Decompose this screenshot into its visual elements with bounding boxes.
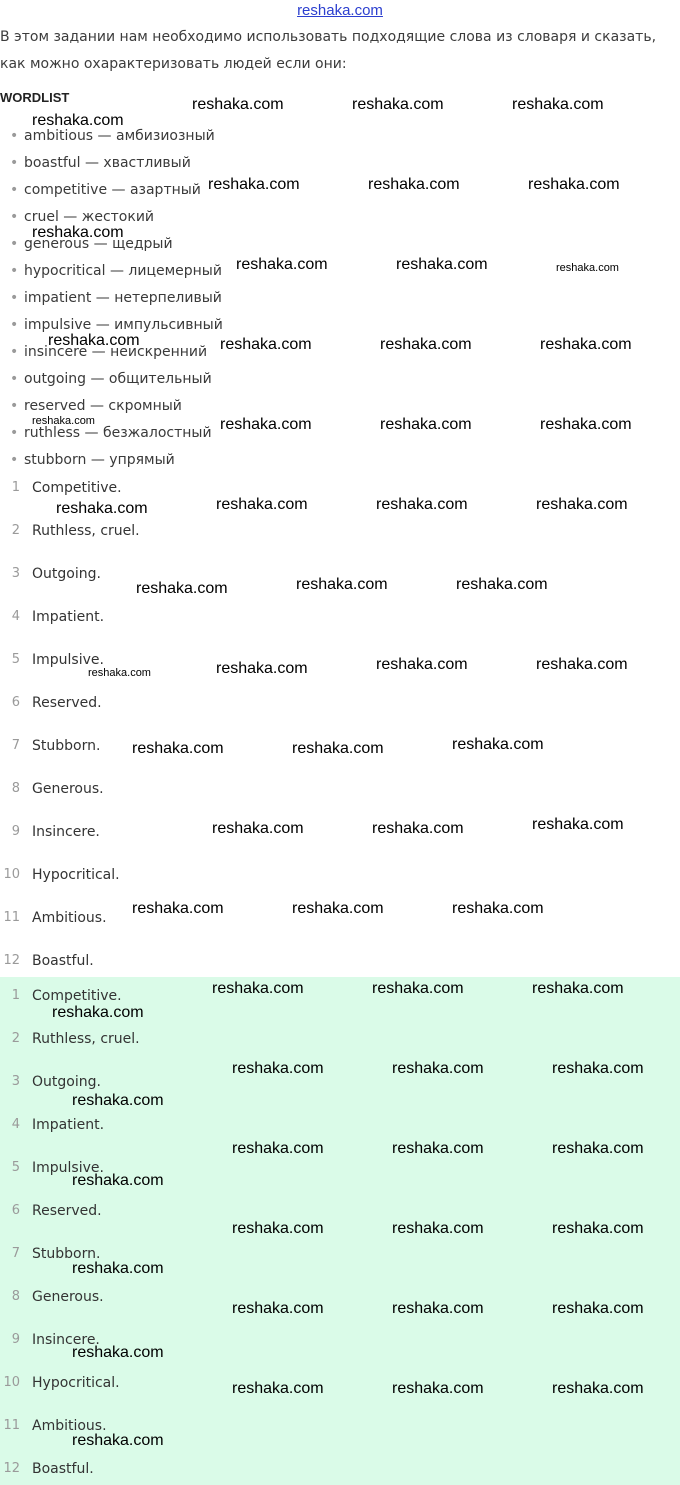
bullet-icon: • [10, 425, 19, 441]
watermark-text: reshaka.com [136, 580, 228, 597]
watermark-text: reshaka.com [208, 176, 300, 193]
watermark-text: reshaka.com [552, 1300, 644, 1317]
watermark-text: reshaka.com [536, 496, 628, 513]
watermark-text: reshaka.com [72, 1432, 164, 1449]
answer-text: Outgoing. [32, 566, 101, 582]
watermark-text: reshaka.com [392, 1060, 484, 1077]
answer-number: 10 [3, 867, 20, 882]
wordlist-item-text: reserved — скромный [24, 398, 182, 414]
answer-text: Generous. [32, 1289, 104, 1305]
answer-text: Generous. [32, 781, 104, 797]
wordlist-item-text: stubborn — упрямый [24, 452, 175, 468]
bullet-icon: • [10, 263, 19, 279]
watermark-text: reshaka.com [292, 900, 384, 917]
answer-number: 10 [3, 1375, 20, 1390]
answer-number: 2 [11, 1031, 20, 1046]
wordlist-item [0, 447, 300, 474]
wordlist-item-text: outgoing — общительный [24, 371, 212, 387]
watermark-text: reshaka.com [48, 332, 140, 349]
answer-number: 5 [11, 1160, 20, 1175]
wordlist-item-text: impulsive — импульсивный [24, 317, 223, 333]
watermark-text: reshaka.com [392, 1220, 484, 1237]
watermark-text: reshaka.com [392, 1140, 484, 1157]
answer-number: 8 [11, 781, 20, 796]
answer-number: 5 [11, 652, 20, 667]
watermark-text: reshaka.com [392, 1300, 484, 1317]
site-link[interactable]: reshaka.com [297, 2, 383, 19]
wordlist-item-text: insincere — неискренний [24, 344, 208, 360]
watermark-text: reshaka.com [528, 176, 620, 193]
answer-number: 9 [11, 824, 20, 839]
bullet-icon: • [10, 452, 19, 468]
answer-text: Stubborn. [32, 738, 101, 754]
answer-number: 4 [11, 1117, 20, 1132]
bullet-icon: • [10, 182, 19, 198]
bullet-icon: • [10, 128, 19, 144]
bullet-icon: • [10, 344, 19, 360]
wordlist-item-text: competitive — азартный [24, 182, 201, 198]
bullet-icon: • [10, 290, 19, 306]
answer-text: Hypocritical. [32, 867, 120, 883]
bullet-icon: • [10, 317, 19, 333]
watermark-text: reshaka.com [72, 1172, 164, 1189]
watermark-text: reshaka.com [380, 416, 472, 433]
watermark-text: reshaka.com [512, 96, 604, 113]
answer-text: Reserved. [32, 1203, 102, 1219]
answer-number: 7 [11, 738, 20, 753]
watermark-text: reshaka.com [212, 820, 304, 837]
watermark-text: reshaka.com [376, 656, 468, 673]
watermark-text: reshaka.com [296, 576, 388, 593]
wordlist-item-text: impatient — нетерпеливый [24, 290, 222, 306]
watermark-text: reshaka.com [540, 416, 632, 433]
watermark-text: reshaka.com [232, 1300, 324, 1317]
watermark-text: reshaka.com [32, 415, 95, 427]
watermark-text: reshaka.com [232, 1220, 324, 1237]
watermark-text: reshaka.com [392, 1380, 484, 1397]
answer-text: Impatient. [32, 609, 105, 625]
watermark-text: reshaka.com [452, 900, 544, 917]
answer-number: 1 [11, 480, 20, 495]
answer-text: Insincere. [32, 1332, 100, 1348]
answer-text: Competitive. [32, 480, 122, 496]
watermark-text: reshaka.com [552, 1380, 644, 1397]
watermark-text: reshaka.com [372, 820, 464, 837]
watermark-text: reshaka.com [232, 1380, 324, 1397]
answer-text: Impulsive. [32, 652, 104, 668]
answer-text: Ambitious. [32, 910, 107, 926]
bullet-icon: • [10, 371, 19, 387]
watermark-text: reshaka.com [456, 576, 548, 593]
watermark-text: reshaka.com [532, 816, 624, 833]
wordlist-item-text: cruel — жестокий [24, 209, 155, 225]
watermark-text: reshaka.com [556, 262, 619, 274]
answer-number: 3 [11, 1074, 20, 1089]
watermark-text: reshaka.com [72, 1092, 164, 1109]
watermark-text: reshaka.com [376, 496, 468, 513]
answer-text: Impulsive. [32, 1160, 104, 1176]
answer-number: 3 [11, 566, 20, 581]
wordlist-item-text: generous — щедрый [24, 236, 173, 252]
watermark-text: reshaka.com [540, 336, 632, 353]
answer-text: Ruthless, cruel. [32, 1031, 140, 1047]
answer-number: 6 [11, 695, 20, 710]
answer-text: Outgoing. [32, 1074, 101, 1090]
answer-number: 11 [3, 910, 20, 925]
watermark-text: reshaka.com [536, 656, 628, 673]
wordlist-item-text: ruthless — безжалостный [24, 425, 212, 441]
watermark-text: reshaka.com [88, 667, 151, 679]
watermark-text: reshaka.com [292, 740, 384, 757]
watermark-text: reshaka.com [192, 96, 284, 113]
watermark-text: reshaka.com [552, 1060, 644, 1077]
watermark-text: reshaka.com [232, 1060, 324, 1077]
wordlist-item-text: hypocritical — лицемерный [24, 263, 222, 279]
watermark-text: reshaka.com [368, 176, 460, 193]
task-intro: В этом задании нам необходимо использовать подходящие слова из словаря и сказать, как можно охарактеризовать людей если они: [0, 29, 657, 72]
answer-text: Ruthless, cruel. [32, 523, 140, 539]
watermark-text: reshaka.com [552, 1220, 644, 1237]
bullet-icon: • [10, 209, 19, 225]
wordlist-item [0, 150, 300, 177]
watermark-text: reshaka.com [220, 336, 312, 353]
bullet-icon: • [10, 155, 19, 171]
answer-number: 9 [11, 1332, 20, 1347]
answer-number: 4 [11, 609, 20, 624]
answer-number: 12 [3, 953, 20, 968]
watermark-text: reshaka.com [396, 256, 488, 273]
watermark-text: reshaka.com [72, 1260, 164, 1277]
answer-number: 7 [11, 1246, 20, 1261]
watermark-text: reshaka.com [32, 112, 124, 129]
wordlist-item [0, 366, 300, 393]
answer-text: Impatient. [32, 1117, 105, 1133]
watermark-text: reshaka.com [132, 740, 224, 757]
watermark-text: reshaka.com [216, 660, 308, 677]
watermark-text: reshaka.com [232, 1140, 324, 1157]
answer-text: Stubborn. [32, 1246, 101, 1262]
wordlist-item [0, 285, 300, 312]
answer-text: Hypocritical. [32, 1375, 120, 1391]
answer-text: Boastful. [32, 953, 94, 969]
answer-text: Boastful. [32, 1461, 94, 1477]
answer-text: Insincere. [32, 824, 100, 840]
watermark-text: reshaka.com [220, 416, 312, 433]
watermark-text: reshaka.com [212, 980, 304, 997]
bullet-icon: • [10, 236, 19, 252]
watermark-text: reshaka.com [352, 96, 444, 113]
answer-text: Ambitious. [32, 1418, 107, 1434]
watermark-text: reshaka.com [236, 256, 328, 273]
watermark-text: reshaka.com [380, 336, 472, 353]
wordlist-item-text: ambitious — амбизиозный [24, 128, 215, 144]
wordlist-item-text: boastful — хвастливый [24, 155, 191, 171]
watermark-text: reshaka.com [56, 500, 148, 517]
watermark-text: reshaka.com [216, 496, 308, 513]
wordlist-item [0, 312, 300, 339]
bullet-icon: • [10, 398, 19, 414]
answer-text: Competitive. [32, 988, 122, 1004]
watermark-text: reshaka.com [372, 980, 464, 997]
watermark-text: reshaka.com [452, 736, 544, 753]
watermark-text: reshaka.com [552, 1140, 644, 1157]
answer-number: 2 [11, 523, 20, 538]
watermark-text: reshaka.com [72, 1344, 164, 1361]
answer-number: 11 [3, 1418, 20, 1433]
answer-number: 6 [11, 1203, 20, 1218]
watermark-text: reshaka.com [52, 1004, 144, 1021]
watermark-text: reshaka.com [532, 980, 624, 997]
answer-number: 8 [11, 1289, 20, 1304]
wordlist-title: WORDLIST [0, 90, 70, 105]
answer-text: Reserved. [32, 695, 102, 711]
watermark-text: reshaka.com [32, 224, 124, 241]
answer-number: 1 [11, 988, 20, 1003]
answer-number: 12 [3, 1461, 20, 1476]
watermark-text: reshaka.com [132, 900, 224, 917]
